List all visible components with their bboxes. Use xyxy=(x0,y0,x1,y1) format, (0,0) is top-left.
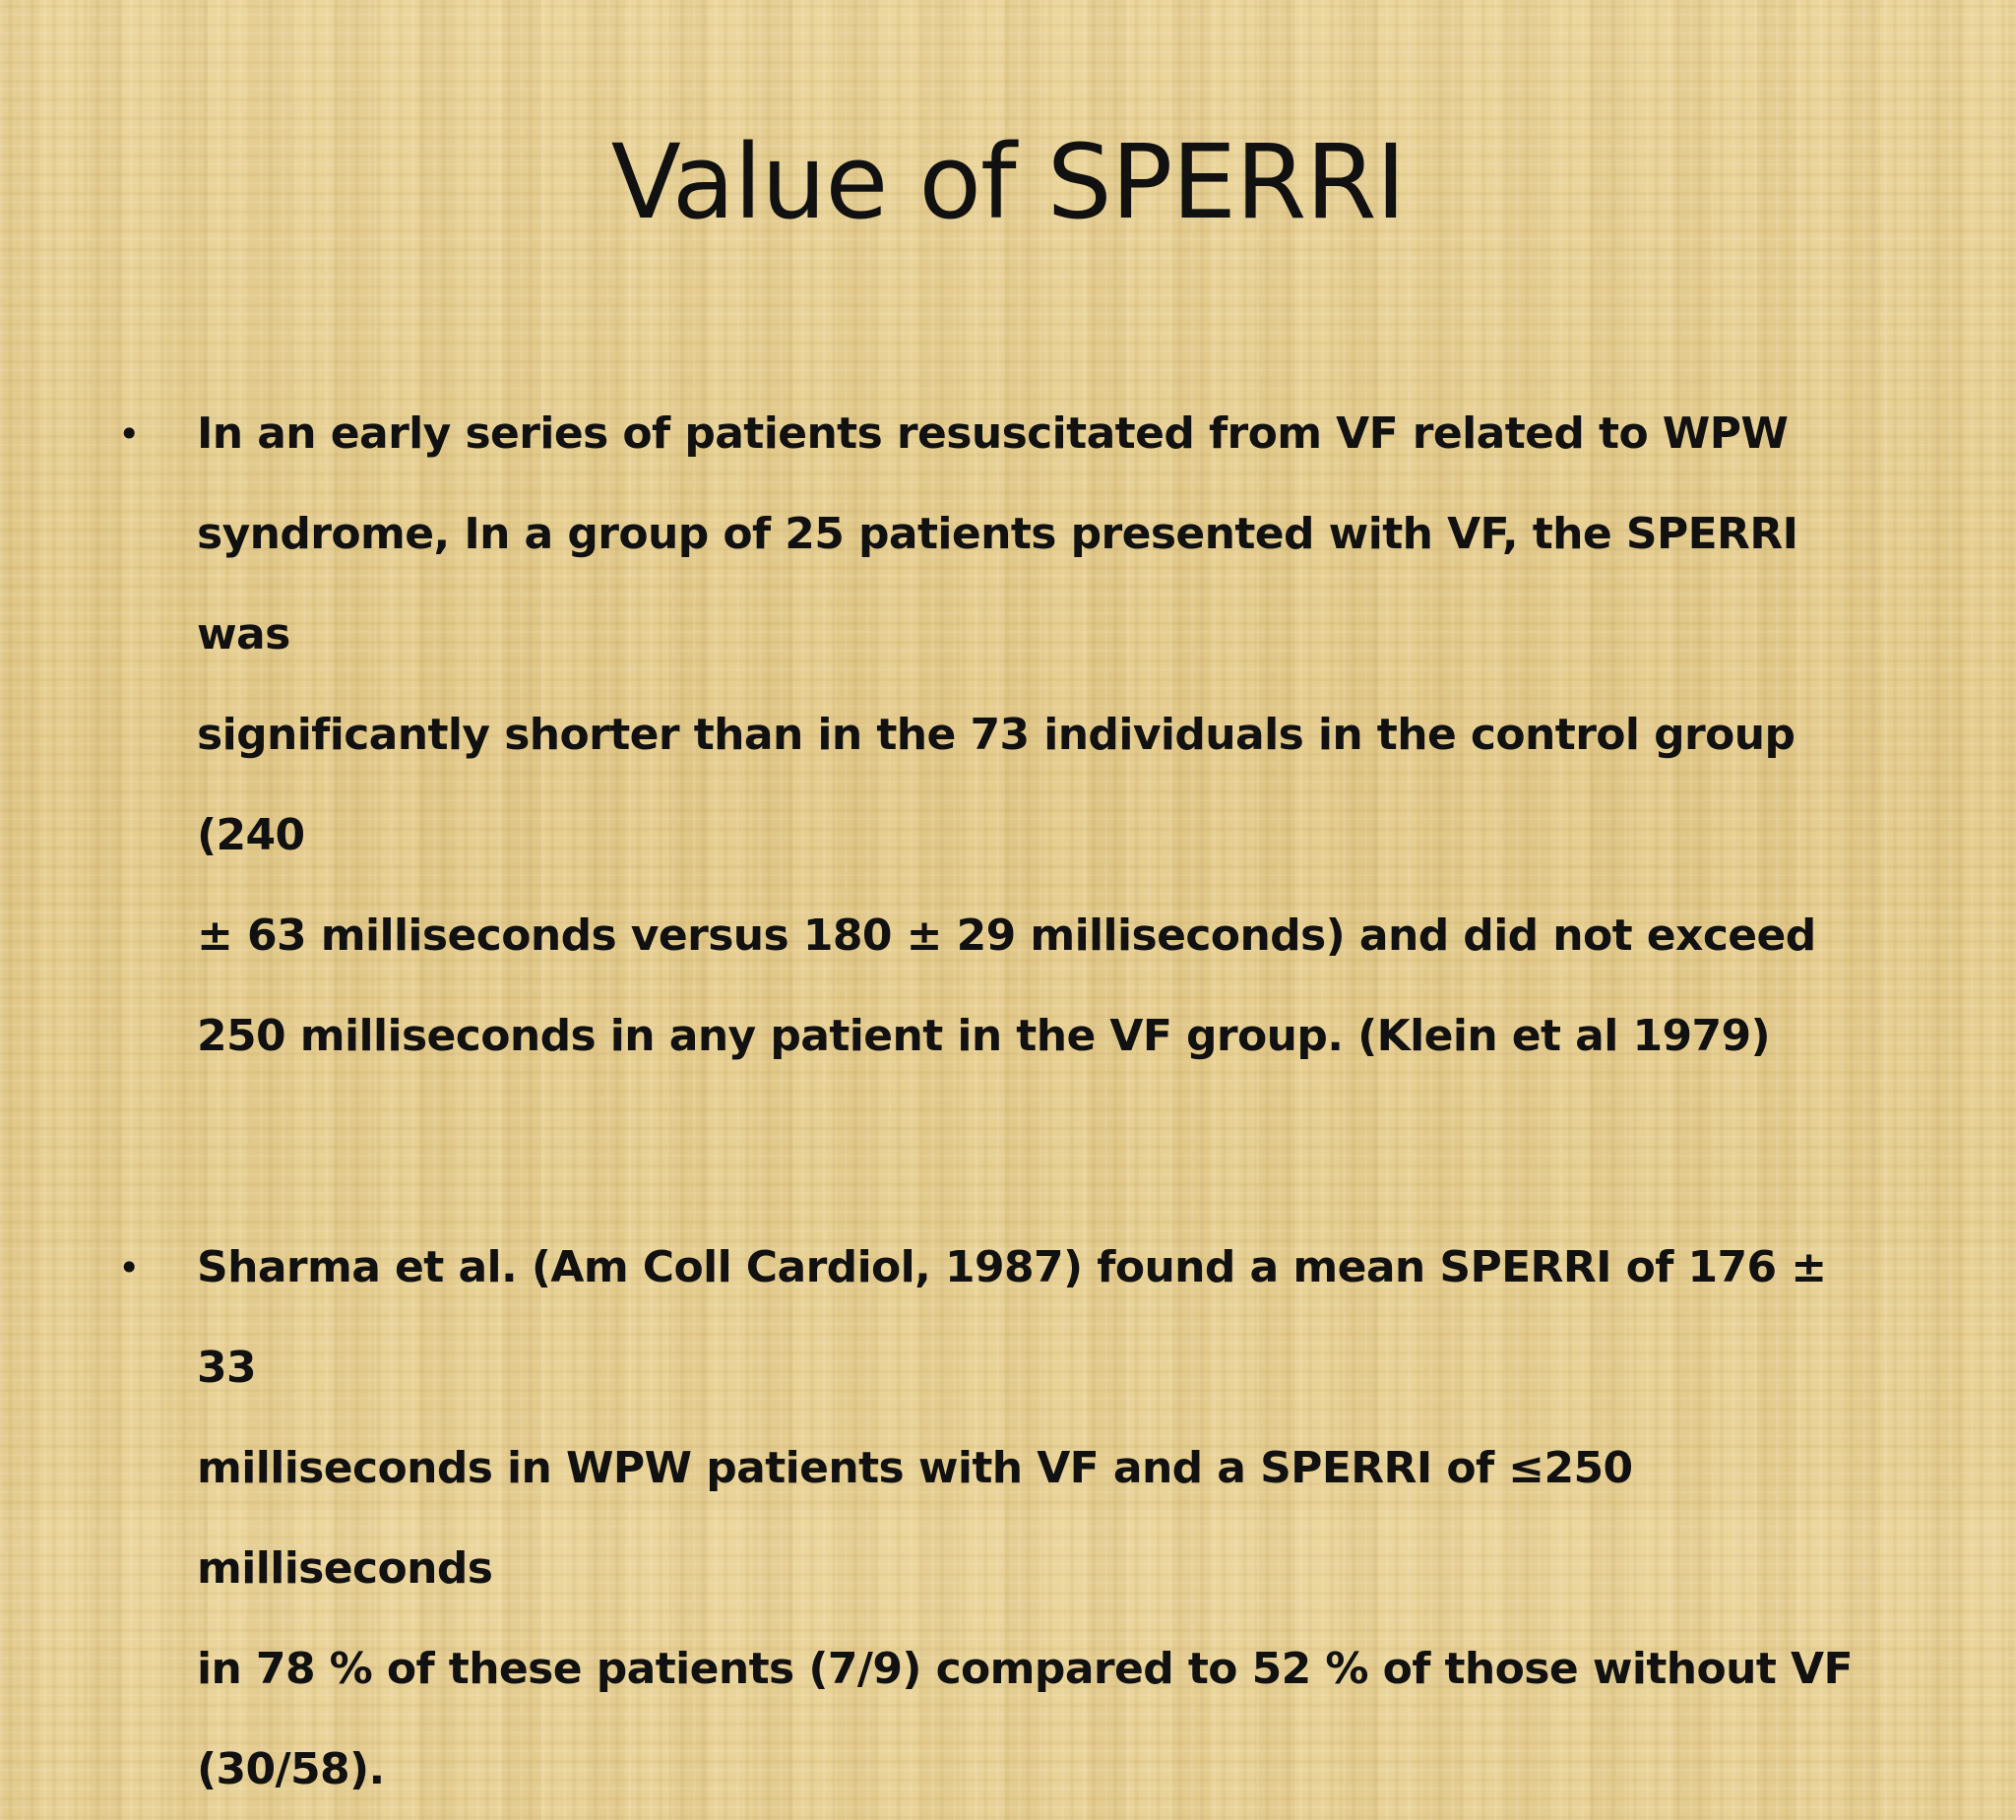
bullet-line: milliseconds in WPW patients with VF and a SPERRI of ≤250 milliseconds xyxy=(197,1443,1633,1594)
slide-title: Value of SPERRI xyxy=(610,122,1406,242)
bullet-line: In an early series of patients resuscitated from VF related to WPW xyxy=(197,408,1789,459)
bullet-line: 250 milliseconds in any patient in the VF group. (Klein et al 1979) xyxy=(197,1011,1771,1061)
bullet-dot-icon: • xyxy=(118,412,140,456)
bullet-item-sharma xyxy=(118,1218,1890,1820)
bullet-line: Sharma et al. (Am Coll Cardiol, 1987) found a mean SPERRI of 176 ± 33 xyxy=(197,1242,1827,1393)
bullet-line: syndrome, In a group of 25 patients presented with VF, the SPERRI was xyxy=(197,509,1798,659)
bullet-dot-icon: • xyxy=(118,1246,140,1289)
bullet-list xyxy=(118,384,1890,1820)
bullet-line: significantly shorter than in the 73 individuals in the control group (240 xyxy=(197,710,1796,860)
bullet-line: ± 63 milliseconds versus 180 ± 29 milliseconds) and did not exceed xyxy=(197,910,1816,961)
bullet-line: in 78 % of these patients (7/9) compared to 52 % of those without VF xyxy=(197,1644,1853,1694)
bullet-item-klein xyxy=(118,384,1890,1087)
bullet-line: (30/58). xyxy=(197,1744,385,1794)
